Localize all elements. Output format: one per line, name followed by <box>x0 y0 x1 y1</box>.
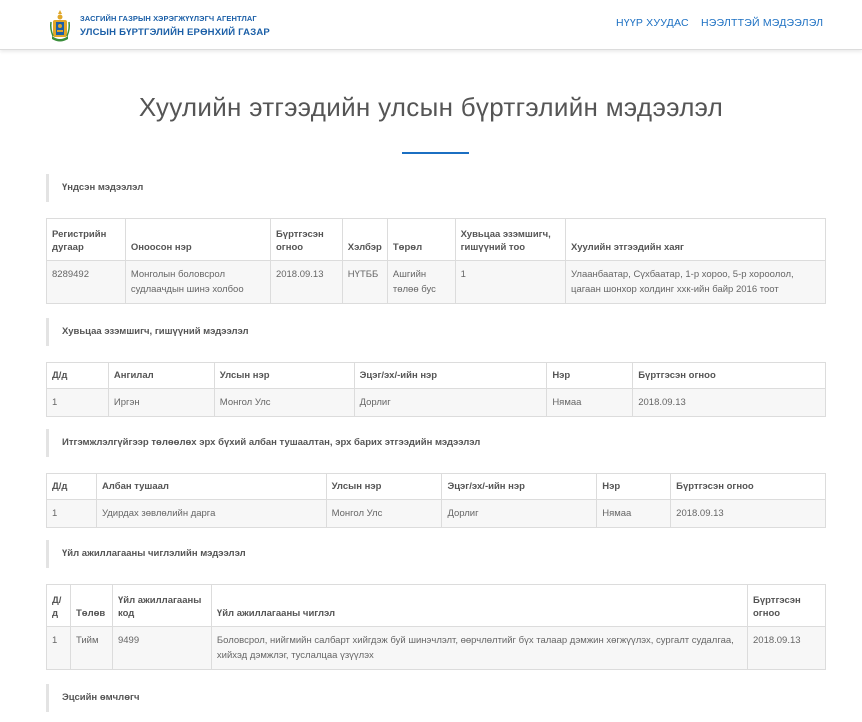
table-row <box>47 627 826 670</box>
cell-position: Удирдах зөвлөлийн дарга <box>96 500 326 528</box>
column-header: Эцэг/эх/-ийн нэр <box>354 363 547 389</box>
cell-name: Нямаа <box>597 500 671 528</box>
column-header: Д/д <box>47 585 71 627</box>
column-header: Улсын нэр <box>214 363 354 389</box>
table-row <box>47 500 826 528</box>
cell-status: Тийм <box>70 627 112 670</box>
column-header: Үйл ажиллагааны код <box>112 585 211 627</box>
column-header: Нэр <box>547 363 633 389</box>
section-heading-owner: Эцсийн өмчлөгч <box>46 684 826 712</box>
table-header-row <box>47 363 826 389</box>
top-navbar <box>0 0 862 50</box>
cell-member-count: 1 <box>455 261 565 304</box>
activities-table <box>46 584 826 670</box>
cell-registered-date: 2018.09.13 <box>671 500 826 528</box>
table-row <box>47 389 826 417</box>
cell-registered-date: 2018.09.13 <box>748 627 826 670</box>
cell-name: Нямаа <box>547 389 633 417</box>
column-header: Эцэг/эх/-ийн нэр <box>442 474 597 500</box>
soyombo-emblem-icon[interactable] <box>49 9 71 42</box>
cell-category: Иргэн <box>108 389 214 417</box>
column-header: Регистрийн дугаар <box>47 219 126 261</box>
column-header: Хуулийн этгээдийн хаяг <box>566 219 826 261</box>
column-header: Төрөл <box>387 219 455 261</box>
column-header: Оноосон нэр <box>125 219 270 261</box>
nav-home-link[interactable]: НҮҮР ХУУДАС <box>616 17 689 29</box>
cell-parent-name: Дорлиг <box>354 389 547 417</box>
org-name[interactable]: УЛСЫН БҮРТГЭЛИЙН ЕРӨНХИЙ ГАЗАР <box>80 27 270 38</box>
cell-country: Монгол Улс <box>214 389 354 417</box>
cell-address: Улаанбаатар, Сүхбаатар, 1-р хороо, 5-р хороолол, цагаан шонхор холдинг ххк-ийн байр 2016 тоот <box>566 261 826 304</box>
table-header-row <box>47 474 826 500</box>
officials-table <box>46 473 826 528</box>
title-divider <box>402 152 469 154</box>
cell-index: 1 <box>47 500 97 528</box>
column-header: Бүртгэсэн огноо <box>633 363 826 389</box>
cell-index: 1 <box>47 389 109 417</box>
cell-registered-date: 2018.09.13 <box>633 389 826 417</box>
column-header: Төлөв <box>70 585 112 627</box>
column-header: Д/д <box>47 363 109 389</box>
section-heading-basic: Үндсэн мэдээлэл <box>46 174 826 202</box>
section-heading-activities: Үйл ажиллагааны чиглэлийн мэдээлэл <box>46 540 826 568</box>
column-header: Бүртгэсэн огноо <box>748 585 826 627</box>
cell-register-number: 8289492 <box>47 261 126 304</box>
cell-activity-code: 9499 <box>112 627 211 670</box>
section-heading-shareholders: Хувьцаа эзэмшигч, гишүүний мэдээлэл <box>46 318 826 346</box>
column-header: Бүртгэсэн огноо <box>270 219 342 261</box>
cell-country: Монгол Улс <box>326 500 442 528</box>
column-header: Албан тушаал <box>96 474 326 500</box>
basic-info-table <box>46 218 826 304</box>
column-header: Ангилал <box>108 363 214 389</box>
column-header: Д/д <box>47 474 97 500</box>
column-header: Нэр <box>597 474 671 500</box>
cell-type: Ашгийн төлөө бус <box>387 261 455 304</box>
cell-form: НҮТББ <box>342 261 387 304</box>
table-header-row <box>47 585 826 627</box>
cell-activity-description: Боловсрол, нийгмийн салбарт хийгдэж буй шинэчлэлт, өөрчлөлтийг бүх талаар дэмжин хөгжүүлэх, сургалт судалгаа, хийхэд дэмжлэг, туслалцаа үзүүлэх <box>211 627 747 670</box>
nav-public-info-link[interactable]: НЭЭЛТТЭЙ МЭДЭЭЛЭЛ <box>701 17 824 29</box>
column-header: Хувьцаа эзэмшигч, гишүүний тоо <box>455 219 565 261</box>
shareholders-table <box>46 362 826 417</box>
cell-registered-date: 2018.09.13 <box>270 261 342 304</box>
column-header: Бүртгэсэн огноо <box>671 474 826 500</box>
table-header-row <box>47 219 826 261</box>
table-row <box>47 261 826 304</box>
page-title: Хуулийн этгээдийн улсын бүртгэлийн мэдээлэл <box>138 92 724 122</box>
column-header: Үйл ажиллагааны чиглэл <box>211 585 747 627</box>
column-header: Хэлбэр <box>342 219 387 261</box>
column-header: Улсын нэр <box>326 474 442 500</box>
section-heading-officials: Итгэмжлэлгүйгээр төлөөлөх эрх бүхий албан тушаалтан, эрх барих этгээдийн мэдээлэл <box>46 429 826 457</box>
agency-line: ЗАСГИЙН ГАЗРЫН ХЭРЭГЖҮҮЛЭГЧ АГЕНТЛАГ <box>80 14 257 23</box>
cell-parent-name: Дорлиг <box>442 500 597 528</box>
cell-name: Монголын боловсрол судлаачдын шинэ холбоо <box>125 261 270 304</box>
cell-index: 1 <box>47 627 71 670</box>
